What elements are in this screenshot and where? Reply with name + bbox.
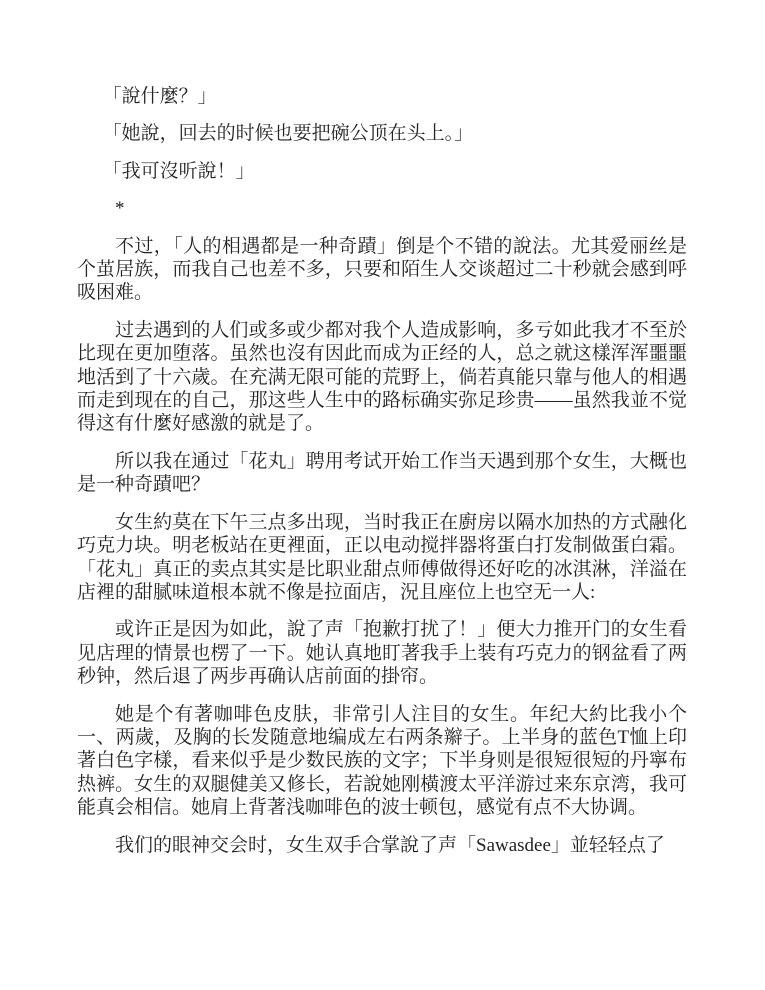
paragraph: 所以我在通过「花丸」聘用考试开始工作当天遇到那个女生，大概也是一种奇蹟吧？ bbox=[77, 450, 687, 496]
page-text-block bbox=[77, 85, 687, 871]
paragraph: 不过，「人的相遇都是一种奇蹟」倒是个不错的說法。尤其爱丽丝是个茧居族，而我自己也差不多，只要和陌生人交谈超过二十秒就会感到呼吸困难。 bbox=[77, 235, 687, 304]
dialogue-line: 「她說，回去的时候也要把碗公顶在头上。」 bbox=[102, 123, 474, 145]
dialogue-line: 「我可沒听說！」 bbox=[102, 160, 255, 182]
section-separator: * bbox=[115, 198, 125, 220]
paragraph: 女生約莫在下午三点多出现，当时我正在廚房以隔水加热的方式融化巧克力块。明老板站在更裡面，正以电动搅拌器将蛋白打发制做蛋白霜。「花丸」真正的卖点其实是比职业甜点师傅做得还好吃的冰淇淋，洋溢在店裡的甜腻味道根本就不像是拉面店，況且座位上也空无一人: bbox=[77, 511, 687, 603]
paragraph: 我们的眼神交会时，女生双手合掌說了声「Sawasdee」並轻轻点了 bbox=[115, 834, 665, 856]
paragraph: 她是个有著咖啡色皮肤，非常引人注目的女生。年纪大約比我小个一、两歲，及胸的长发随意地编成左右两条辮子。上半身的蓝色T恤上印著白色字樣，看来似乎是少数民族的文字；下半身则是很短很短的丹寧布热裤。女生的双腿健美又修长，若說她刚橫渡太平洋游过来东京湾，我可能真会相信。她肩上背著浅咖啡色的波士顿包，感觉有点不大协调。 bbox=[77, 703, 687, 819]
paragraph: 过去遇到的人们或多或少都对我个人造成影响，多亏如此我才不至於比现在更加堕落。虽然也沒有因此而成为正经的人，总之就这樣浑浑噩噩地活到了十六歲。在充满无限可能的荒野上，倘若真能只靠与他人的相遇而走到现在的自己，那这些人生中的路标确实弥足珍贵——虽然我並不觉得这有什麼好感激的就是了。 bbox=[77, 319, 687, 435]
paragraph: 或许正是因为如此，說了声「抱歉打扰了！」便大力推开门的女生看见店理的情景也楞了一下。她认真地盯著我手上装有巧克力的钢盆看了两秒钟，然后退了两步再确认店前面的掛帘。 bbox=[77, 619, 687, 688]
dialogue-line: 「說什麼？」 bbox=[102, 86, 217, 107]
